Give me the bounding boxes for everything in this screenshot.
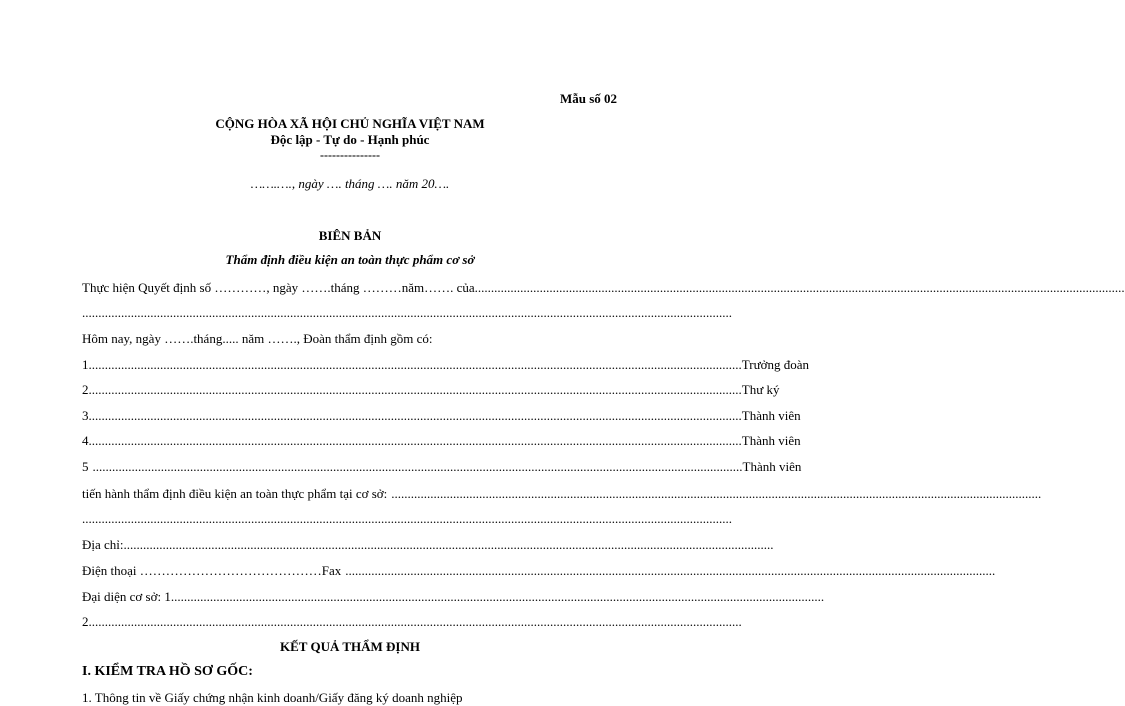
member-3-number: 3.: [82, 408, 92, 423]
member-5-number: 5: [82, 459, 89, 474]
decision-fill: ........................................................................................................................................................................................................: [474, 280, 1125, 295]
member-1: [82, 357, 810, 373]
decision-text: Thực hiện Quyết định số …………, ngày …….tháng ………năm……. của: [82, 280, 475, 295]
member-5-role: Thành viên: [742, 459, 802, 474]
conduct-fill: ........................................................................................................................................................................................................: [391, 486, 1042, 501]
member-4-fill: ........................................................................................................................................................................................................: [91, 433, 742, 448]
representative-1-line: [82, 589, 825, 605]
member-3: [82, 408, 801, 424]
form-number: Mẫu số 02: [559, 91, 617, 106]
national-motto: Độc lập - Tự do - Hạnh phúc: [270, 132, 430, 147]
phone-label: Điện thoại ……………………………………: [82, 563, 322, 578]
decision-continuation: [82, 305, 732, 321]
member-2-fill: ........................................................................................................................................................................................................: [91, 382, 742, 397]
header-rule: ---------------: [320, 148, 380, 162]
document-title: BIÊN BẢN: [318, 228, 382, 243]
representative-2-fill: ........................................................................................................................................................................................................: [91, 614, 742, 629]
address-label: Địa chỉ:: [82, 537, 124, 552]
conduct-text: tiến hành thẩm định điều kiện an toàn thực phẩm tại cơ sở:: [82, 486, 388, 501]
conduct-continuation-fill: ........................................................................................................................................................................................................: [82, 511, 732, 526]
member-3-fill: ........................................................................................................................................................................................................: [91, 408, 742, 423]
phone-fax-line: [82, 563, 996, 579]
member-4: [82, 433, 801, 449]
member-2-role: Thư ký: [741, 382, 780, 397]
member-1-number: 1.: [82, 357, 92, 372]
decision-continuation-fill: ........................................................................................................................................................................................................: [82, 305, 732, 320]
conduct-continuation: [82, 511, 732, 527]
result-title: KẾT QUẢ THẨM ĐỊNH: [279, 639, 420, 654]
member-4-role: Thành viên: [741, 433, 801, 448]
representative-2-line: [82, 614, 742, 630]
decision-line: [82, 280, 1125, 296]
address-fill: ........................................................................................................................................................................................................: [123, 537, 774, 552]
today-line: Hôm nay, ngày …….tháng..... năm ……., Đoàn thẩm định gồm có:: [82, 331, 433, 346]
address-line: [82, 537, 774, 553]
member-2: [82, 382, 780, 398]
conduct-line: [82, 486, 1042, 502]
member-2-number: 2.: [82, 382, 92, 397]
member-1-fill: ........................................................................................................................................................................................................: [91, 357, 742, 372]
member-3-role: Thành viên: [741, 408, 801, 423]
section-heading: I. KIỂM TRA HỒ SƠ GỐC:: [82, 664, 253, 679]
document-subtitle: Thẩm định điều kiện an toàn thực phẩm cơ sở: [225, 252, 475, 267]
fax-label: Fax: [321, 563, 342, 578]
section-item-1: 1. Thông tin về Giấy chứng nhận kinh doanh/Giấy đăng ký doanh nghiệp: [82, 690, 463, 705]
fax-fill: ........................................................................................................................................................................................................: [345, 563, 996, 578]
date-line: …….…., ngày …. tháng …. năm 20….: [250, 176, 450, 191]
representative-1-fill: ........................................................................................................................................................................................................: [174, 589, 825, 604]
representative-1-label: Đại diện cơ sở: 1.: [82, 589, 175, 604]
member-5-fill: ........................................................................................................................................................................................................: [92, 459, 743, 474]
member-5: [82, 459, 802, 475]
member-1-role: Trưởng đoàn: [741, 357, 810, 372]
country-name: CỘNG HÒA XÃ HỘI CHỦ NGHĨA VIỆT NAM: [215, 116, 485, 131]
representative-2-label: 2.: [82, 614, 92, 629]
member-4-number: 4.: [82, 433, 92, 448]
